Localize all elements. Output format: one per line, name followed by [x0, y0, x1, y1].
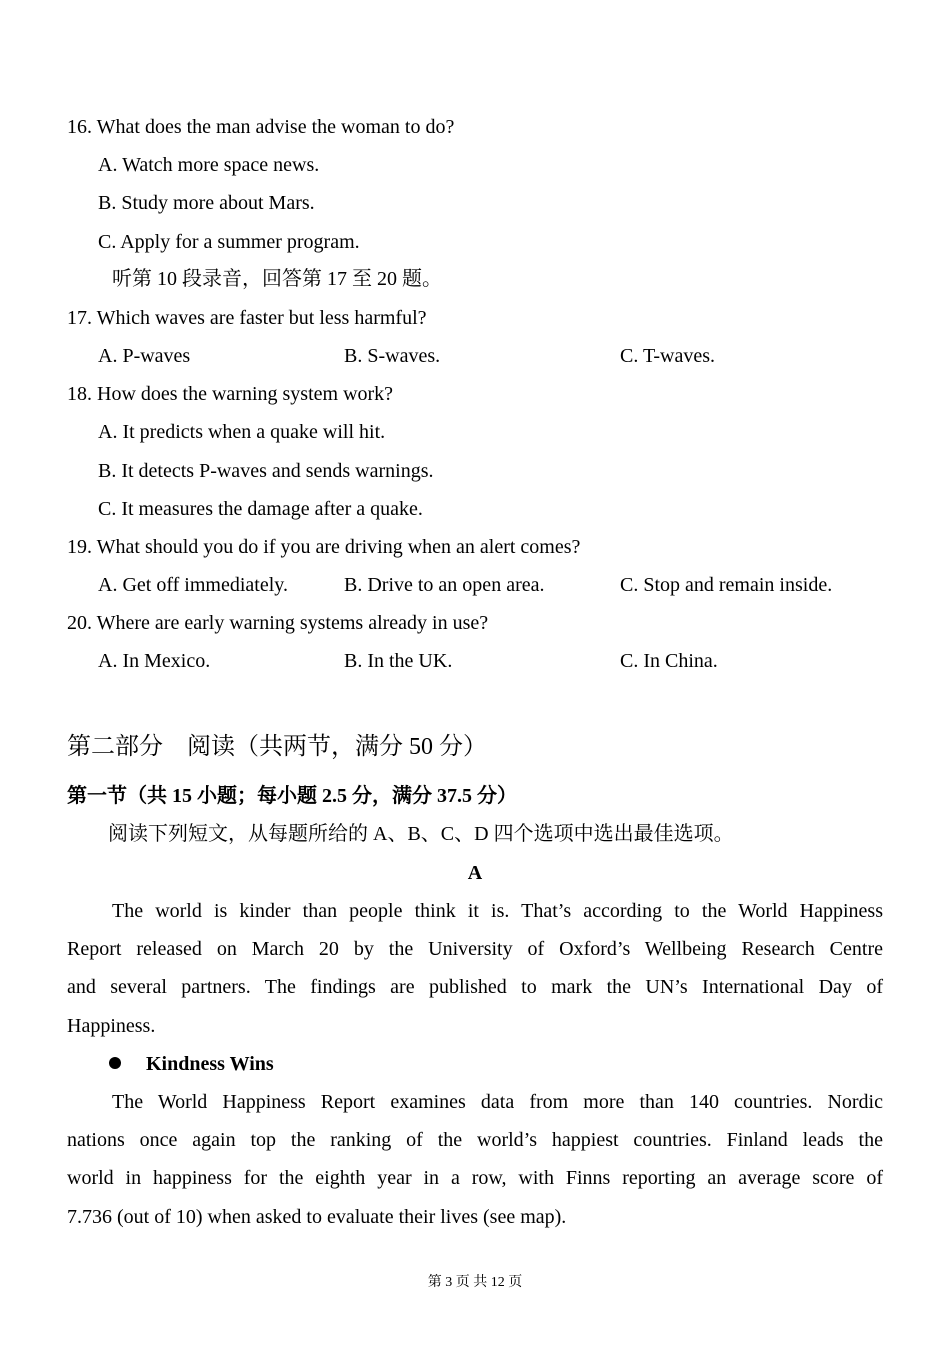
listening-instruction-10: 听第 10 段录音，回答第 17 至 20 题。	[112, 268, 442, 290]
question-20-stem: 20. Where are early warning systems already in use?	[67, 612, 489, 634]
question-16-stem: 16. What does the man advise the woman to do?	[67, 116, 455, 138]
section-heading-kindness-wins: Kindness Wins	[146, 1053, 274, 1075]
question-17-option-b: B. S-waves.	[344, 345, 441, 367]
question-20-option-c: C. In China.	[620, 650, 718, 672]
question-16-option-a: A. Watch more space news.	[98, 154, 320, 176]
question-19-option-b: B. Drive to an open area.	[344, 574, 545, 596]
question-16-option-c: C. Apply for a summer program.	[98, 231, 360, 253]
passage-paragraph-1-line-3: and several partners. The findings are published to mark the UN’s International Day of	[67, 976, 883, 998]
question-17-option-c: C. T-waves.	[620, 345, 715, 367]
page-number-footer: 第 3 页 共 12 页	[427, 1275, 523, 1290]
question-19-option-c: C. Stop and remain inside.	[620, 574, 833, 596]
section-1-title: 第一节（共 15 小题；每小题 2.5 分，满分 37.5 分）	[67, 785, 517, 807]
passage-paragraph-2-line-1: The World Happiness Report examines data from more than 140 countries. Nordic	[112, 1091, 883, 1113]
passage-paragraph-2-line-4: 7.736 (out of 10) when asked to evaluate their lives (see map).	[67, 1206, 567, 1228]
passage-paragraph-1-line-4: Happiness.	[67, 1015, 156, 1037]
passage-paragraph-2-line-3: world in happiness for the eighth year in a row, with Finns reporting an average score of	[67, 1167, 883, 1189]
passage-label: A	[467, 862, 483, 884]
bullet-icon	[109, 1057, 121, 1069]
part-2-title: 第二部分 阅读（共两节，满分 50 分）	[67, 734, 487, 760]
question-18-stem: 18. How does the warning system work?	[67, 383, 394, 405]
question-17-option-a: A. P-waves	[98, 345, 191, 367]
question-20-option-b: B. In the UK.	[344, 650, 453, 672]
passage-paragraph-1-line-2: Report released on March 20 by the University of Oxford’s Wellbeing Research Centre	[67, 938, 883, 960]
question-18-option-c: C. It measures the damage after a quake.	[98, 498, 423, 520]
question-18-option-b: B. It detects P-waves and sends warnings.	[98, 460, 434, 482]
passage-paragraph-2-line-2: nations once again top the ranking of the world’s happiest countries. Finland leads the	[67, 1129, 883, 1151]
passage-paragraph-1-line-1: The world is kinder than people think it is. That’s according to the World Happiness	[112, 900, 883, 922]
question-20-option-a: A. In Mexico.	[98, 650, 211, 672]
question-17-stem: 17. Which waves are faster but less harmful?	[67, 307, 427, 329]
question-19-stem: 19. What should you do if you are driving when an alert comes?	[67, 536, 581, 558]
question-18-option-a: A. It predicts when a quake will hit.	[98, 421, 386, 443]
reading-instruction: 阅读下列短文，从每题所给的 A、B、C、D 四个选项中选出最佳选项。	[108, 823, 734, 845]
question-16-option-b: B. Study more about Mars.	[98, 192, 315, 214]
question-19-option-a: A. Get off immediately.	[98, 574, 288, 596]
